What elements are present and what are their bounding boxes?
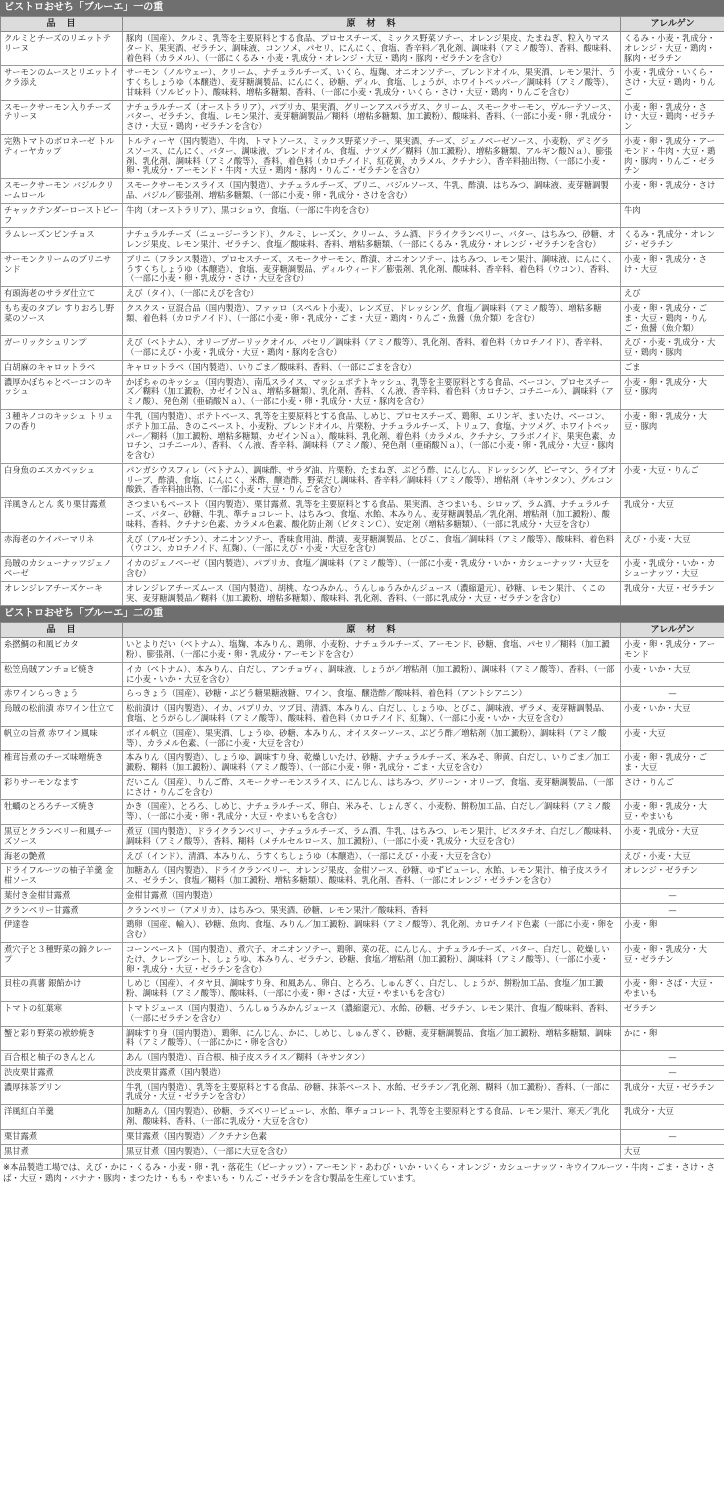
allergen-column-header: アレルゲン xyxy=(621,17,724,32)
table-row xyxy=(1,662,724,687)
item-name-cell: 松笠烏賊アンチョビ焼き xyxy=(1,662,123,687)
table-row xyxy=(1,638,724,663)
allergen-cell: 牛肉 xyxy=(621,203,724,228)
ingredients-cell: 鶏卵（国産、輸入）、砂糖、魚肉、食塩、みりん／加工澱粉、調味料（アミノ酸等）、乳化剤、カロチノイド色素（一部に小麦・卵を含む） xyxy=(123,918,621,943)
allergen-cell: 小麦・卵・乳成分・アーモンド・牛肉・大豆・鶏肉・豚肉・りんご・ゼラチン xyxy=(621,135,724,179)
allergen-cell: 小麦・卵・乳成分・大豆・ゼラチン xyxy=(621,943,724,977)
item-name-cell: サーモンのムースとリエットイクラ添え xyxy=(1,66,123,100)
table-row xyxy=(1,918,724,943)
table-row xyxy=(1,1065,724,1080)
table-row xyxy=(1,360,724,375)
item-name-cell: サーモンクリームのブリニサンド xyxy=(1,252,123,286)
allergen-cell: 小麦・卵・乳成分・大豆・豚肉 xyxy=(621,410,724,464)
allergen-cell: えび xyxy=(621,287,724,302)
item-name-cell: 濃厚抹茶プリン xyxy=(1,1080,123,1105)
table-row xyxy=(1,800,724,825)
table-row xyxy=(1,287,724,302)
table-row xyxy=(1,557,724,582)
allergen-cell: 小麦・乳成分・大豆 xyxy=(621,825,724,850)
item-name-cell: ラムレーズンピンチョス xyxy=(1,228,123,253)
table-row xyxy=(1,66,724,100)
allergen-cell: — xyxy=(621,1051,724,1066)
ingredients-cell: スモークサーモンスライス（国内製造）、ナチュラルチーズ、ブリニ、バジルソース、牛乳、酢漬、はちみつ、調味液、麦芽糖調製品、パジル／膨張剤、増粘多糖類、（一部に小麦・卵・乳成分・さけを含む） xyxy=(123,179,621,204)
item-column-header: 品 目 xyxy=(1,623,123,638)
ingredients-cell: えび（ベトナム）、オリーブガーリックオイル、パセリ／調味料（アミノ酸等）、乳化剤、香料、着色料（カロチノイド）、香辛料、（一部にえび・小麦・乳成分・大豆・鶏肉・豚肉を含む） xyxy=(123,336,621,361)
section2-title: ビストロおせち「ブルーエ」二の重 xyxy=(0,606,724,622)
ingredients-cell: えび（アルゼンチン）、オニオンソテー、香味食用油、酢漬、麦芽糖調製品、とびこ、食塩／調味料（アミノ酸等）、酸味料、着色料（ウコン、カロチノイド、紅麹）、（一部にえび・小麦・大豆を含む） xyxy=(123,532,621,557)
ingredients-cell: さつまいもペースト（国内製造）、栗甘露煮、乳等を主要原料とする食品、果実酒、さつまいも、シロップ、ラム酒、ナチュラルチーズ、バター、砂糖、牛乳、準チョコレート、はちみつ、食塩、水飴、本みりん、麦芽糖調製品／乳化剤、増粘剤（加工澱粉）、酸味料、香料、クチナシ色素、カラメル色素、酸化防止剤（ビタミンＣ）、安定剤（増粘多糖類）、（一部に乳成分・大豆を含む） xyxy=(123,498,621,532)
ingredients-cell: かぼちゃのキッシュ（国内製造）、南瓜スライス、マッシュポテトキッシュ、乳等を主要原料とする食品、ベーコン、プロセスチーズ／糊料（加工澱粉、カゼインＮａ、増粘多糖類）、乳化剤、香料、くん液、香辛料、着色料（カロチン、コチニール）、調味料（アミノ酸）、発色剤（亜硝酸Ｎａ）、（一部に小麦・卵・乳成分・大豆・豚肉を含む） xyxy=(123,375,621,409)
allergen-cell: 乳成分・大豆・ゼラチン xyxy=(621,581,724,606)
item-name-cell: スモークサーモン バジルクリームロール xyxy=(1,179,123,204)
item-name-cell: 椎茸旨煮のチーズ味噌焼き xyxy=(1,751,123,776)
allergen-cell: 小麦・卵・乳成分・さけ xyxy=(621,179,724,204)
table-row xyxy=(1,726,724,751)
allergen-cell: 小麦・卵・乳成分・さけ・大豆・鶏肉・ゼラチン xyxy=(621,100,724,134)
item-name-cell: ３種キノコのキッシュ トリュフの香り xyxy=(1,410,123,464)
ingredients-column-header: 原 材 料 xyxy=(123,623,621,638)
ingredients-cell: 豚肉（国産）、クルミ、乳等を主要原料とする食品、プロセスチーズ、ミックス野菜ソテー、オレンジ果皮、たまねぎ、粒入りマスタード、果実酒、ゼラチン、調味液、コンソメ、パセリ、にんにく、食塩、香辛料／乳化剤、調味料（アミノ酸等）、香料、酸味料、着色料（カラメル）、（一部にくるみ・小麦・乳成分・オレンジ・大豆・鶏肉・豚肉・ゼラチンを含む） xyxy=(123,32,621,66)
ingredients-cell: 牛乳（国内製造）、ポテトベース、乳等を主要原料とする食品、しめじ、プロセスチーズ、鶏卵、エリンギ、まいたけ、ベーコン、ポテト加工品、きのこペースト、小麦粉、ブレンドオイル、片栗粉、ナチュラルチーズ、トリュフ、食塩、ナツメグ、ホワイトペッパー／糊料（加工澱粉、増粘多糖類、カゼインＮａ）、酸味料、乳化剤、着色料（カラメル、クチナシ、フラボノイド、果実色素、カロチン、コチニール）、香料、くん液、香辛料、調味料（アミノ酸）、発色剤（亜硝酸Ｎａ）、（一部に小麦・卵・乳成分・大豆・豚肉を含む） xyxy=(123,410,621,464)
ingredients-cell: えび（タイ）、（一部にえびを含む） xyxy=(123,287,621,302)
table-row xyxy=(1,888,724,903)
section1-header-row xyxy=(1,17,724,32)
ingredients-cell: しめじ（国産）、イタヤ貝、調味すり身、和風あん、卵白、とろろ、しゅんぎく、白だし、しょうが、餅粉加工品、食塩／加工澱粉、調味料（アミノ酸等）、酸味料、（一部に小麦・卵・さば・大豆・やまいもを含む） xyxy=(123,977,621,1002)
allergen-cell: 小麦・卵・乳成分・さけ・大豆 xyxy=(621,252,724,286)
table-row xyxy=(1,1129,724,1144)
table-row xyxy=(1,203,724,228)
table-row xyxy=(1,775,724,800)
item-name-cell: オレンジレアチーズケーキ xyxy=(1,581,123,606)
item-name-cell: 煮穴子と３種野菜の錦クレープ xyxy=(1,943,123,977)
section1-body xyxy=(1,32,724,606)
allergen-cell: えび・小麦・乳成分・大豆・鶏肉・豚肉 xyxy=(621,336,724,361)
item-name-cell: 彩りサーモンなます xyxy=(1,775,123,800)
table-row xyxy=(1,463,724,497)
table-row xyxy=(1,375,724,409)
ingredients-cell: トマトジュース（国内製造）、うんしゅうみかんジュース（濃縮還元）、水飴、砂糖、ゼラチン、レモン果汁、食塩／酸味料、香料、（一部にゼラチンを含む） xyxy=(123,1001,621,1026)
allergen-cell: — xyxy=(621,903,724,918)
table-row xyxy=(1,410,724,464)
ingredients-cell: オレンジレアチーズムース（国内製造）、胡桃、なつみかん、うんしゅうみかんジュース（濃縮還元）、砂糖、レモン果汁、くこの実、麦芽糖調製品／糊料（加工澱粉、増粘多糖類）、酸味料、乳化剤、香料、（一部に乳成分・大豆・ゼラチンを含む） xyxy=(123,581,621,606)
table-row xyxy=(1,849,724,864)
allergen-cell: くるみ・小麦・乳成分・オレンジ・大豆・鶏肉・豚肉・ゼラチン xyxy=(621,32,724,66)
allergen-cell: 小麦・卵・乳成分・大豆・豚肉 xyxy=(621,375,724,409)
table-row xyxy=(1,135,724,179)
allergen-cell: — xyxy=(621,1129,724,1144)
allergen-cell: くるみ・乳成分・オレンジ・ゼラチン xyxy=(621,228,724,253)
table-row xyxy=(1,32,724,66)
item-name-cell: 貝柱の真薯 銀餡かけ xyxy=(1,977,123,1002)
ingredients-cell: 煮豆（国内製造）、ドライクランベリー、ナチュラルチーズ、ラム酒、牛乳、はちみつ、レモン果汁、ピスタチオ、白だし／酸味料、調味料（アミノ酸等）、香料、糊料（メチルセルロース、加工澱粉）、（一部に小麦・乳成分・大豆を含む） xyxy=(123,825,621,850)
table-row xyxy=(1,498,724,532)
ingredients-cell: 加糖あん（国内製造）、砂糖、ラズベリーピューレ、水飴、準チョコレート、乳等を主要原料とする食品、レモン果汁、寒天／乳化剤、酸味料、香料、（一部に乳成分・大豆を含む） xyxy=(123,1105,621,1130)
item-name-cell: 洋風きんとん 炙り栗甘露煮 xyxy=(1,498,123,532)
item-name-cell: 濃厚かぼちゃとベーコンのキッシュ xyxy=(1,375,123,409)
table-row xyxy=(1,532,724,557)
table-row xyxy=(1,1144,724,1159)
item-name-cell: 有頭海老のサラダ仕立て xyxy=(1,287,123,302)
ingredients-cell: ナチュラルチーズ（オーストラリア）、パプリカ、果実酒、グリーンアスパラガス、クリーム、スモークサーモン、ヴルーテソース、バター、ゼラチン、食塩、レモン果汁、麦芽糖調製品／糊料（増粘多糖類、加工澱粉）、酸味料、香料、（一部に小麦・卵・乳成分・さけ・大豆・鶏肉・ゼラチンを含む） xyxy=(123,100,621,134)
item-name-cell: 帆立の旨煮 赤ワイン風味 xyxy=(1,726,123,751)
allergen-cell: 小麦・卵 xyxy=(621,918,724,943)
ingredients-cell: いとよりだい（ベトナム）、塩麹、本みりん、鶏卵、小麦粉、ナチュラルチーズ、アーモンド、砂糖、食塩、パセリ／糊料（加工澱粉）、膨張剤、（一部に小麦・卵・乳成分・アーモンドを含む） xyxy=(123,638,621,663)
section1-title: ビストロおせち「ブルーエ」一の重 xyxy=(0,0,724,16)
allergen-cell: えび・小麦・大豆 xyxy=(621,532,724,557)
allergen-cell: — xyxy=(621,687,724,702)
table-row xyxy=(1,864,724,889)
allergen-cell: えび・小麦・大豆 xyxy=(621,849,724,864)
section2-body xyxy=(1,638,724,1159)
ingredients-cell: クランベリー（アメリカ）、はちみつ、果実酒、砂糖、レモン果汁／酸味料、香料 xyxy=(123,903,621,918)
ingredients-cell: 牛乳（国内製造）、乳等を主要原料とする食品、砂糖、抹茶ペースト、水飴、ゼラチン／乳化剤、糊料（加工澱粉）、香料、（一部に乳成分・大豆・ゼラチンを含む） xyxy=(123,1080,621,1105)
ingredients-cell: クスクス・豆混合品（国内製造）、ファッロ（スペルト小麦）、レンズ豆、ドレッシング、食塩／調味料（アミノ酸等）、増粘多糖類、着色料（カロテノイド）、（一部に小麦・卵・乳成分・ごま・大豆・鶏肉・りんご・魚醤（魚介類）を含む） xyxy=(123,301,621,335)
allergen-cell: — xyxy=(621,888,724,903)
item-name-cell: クルミとチーズのリエットテリーヌ xyxy=(1,32,123,66)
table-row xyxy=(1,581,724,606)
item-name-cell: スモークサーモン入りチーズテリーヌ xyxy=(1,100,123,134)
section2-header-row xyxy=(1,623,724,638)
item-name-cell: 牡蠣のとろろチーズ焼き xyxy=(1,800,123,825)
table-row xyxy=(1,336,724,361)
ingredients-column-header: 原 材 料 xyxy=(123,17,621,32)
allergen-column-header: アレルゲン xyxy=(621,623,724,638)
allergen-cell: かに・卵 xyxy=(621,1026,724,1051)
item-name-cell: ドライフルーツの柚子羊羹 金柑ソース xyxy=(1,864,123,889)
ingredients-cell: 調味すり身（国内製造）、鶏卵、にんじん、かに、しめじ、しゅんぎく、砂糖、麦芽糖調製品、食塩／加工澱粉、増粘多糖類、調味料（アミノ酸等）、（一部にかに・卵を含む） xyxy=(123,1026,621,1051)
item-column-header: 品 目 xyxy=(1,17,123,32)
item-name-cell: ガーリックシュリンプ xyxy=(1,336,123,361)
table-row xyxy=(1,228,724,253)
ingredients-cell: 牛肉（オーストラリア）、黒コショウ、食塩、（一部に牛肉を含む） xyxy=(123,203,621,228)
allergen-cell: 乳成分・大豆・ゼラチン xyxy=(621,1080,724,1105)
table-row xyxy=(1,702,724,727)
allergen-cell: オレンジ・ゼラチン xyxy=(621,864,724,889)
item-name-cell: トマトの紅葉寒 xyxy=(1,1001,123,1026)
ingredients-cell: 本みりん（国内製造）、しょうゆ、調味すり身、乾燥しいたけ、砂糖、ナチュラルチーズ、米みそ、卵黄、白だし、いりごま／加工澱粉、糊料（加工澱粉）、調味料（アミノ酸等）、（一部に小麦・卵・乳成分・ごま・大豆を含む） xyxy=(123,751,621,776)
item-name-cell: 糸撚鯛の和風ピカタ xyxy=(1,638,123,663)
allergen-cell: 小麦・いか・大豆 xyxy=(621,702,724,727)
allergen-cell: ごま xyxy=(621,360,724,375)
item-name-cell: 完熟トマトのボロネーゼ トルティーヤカップ xyxy=(1,135,123,179)
table-row xyxy=(1,1080,724,1105)
item-name-cell: 黒豆とクランベリー和風チーズソース xyxy=(1,825,123,850)
item-name-cell: 白胡麻のキャロットラペ xyxy=(1,360,123,375)
ingredients-cell: ブリニ（フランス製造）、プロセスチーズ、スモークサーモン、酢漬、オニオンソテー、はちみつ、レモン果汁、調味液、にんにく、うすくちしょうゆ（本醸造）、食塩、麦芽糖調製品、ディルウィード／膨張剤、乳化剤、酸味料、香辛料、着色料（ウコン）、香料、（一部に小麦・卵・乳成分・さけ・大豆を含む） xyxy=(123,252,621,286)
ingredients-cell: サーモン（ノルウェー）、クリーム、ナチュラルチーズ、いくら、塩麹、オニオンソテー、ブレンドオイル、果実酒、レモン果汁、うすくちしょうゆ（本醸造）、麦芽糖調製品、にんにく、砂糖、ディル、食塩、しょうが、ホワイトペッパー／調味料（アミノ酸等）、甘味料（ソルビット）、酸味料、増粘多糖類、香料、（一部に小麦・乳成分・いくら・さけ・大豆・鶏肉・りんごを含む） xyxy=(123,66,621,100)
item-name-cell: クランベリー甘露煮 xyxy=(1,903,123,918)
item-name-cell: 蟹と彩り野菜の袱紗焼き xyxy=(1,1026,123,1051)
item-name-cell: 百合根と柚子のきんとん xyxy=(1,1051,123,1066)
allergen-cell: 乳成分・大豆 xyxy=(621,1105,724,1130)
ingredients-cell: ナチュラルチーズ（ニュージーランド）、クルミ、レーズン、クリーム、ラム酒、ドライクランベリー、バター、はちみつ、砂糖、オレンジ果皮、レモン果汁、ゼラチン、食塩／酸味料、香料、増粘多糖類、（一部にくるみ・乳成分・オレンジ・ゼラチンを含む） xyxy=(123,228,621,253)
table-row xyxy=(1,687,724,702)
table-row xyxy=(1,1051,724,1066)
allergen-cell: 大豆 xyxy=(621,1144,724,1159)
ingredients-cell: 金柑甘露煮（国内製造） xyxy=(123,888,621,903)
item-name-cell: 赤ワインらっきょう xyxy=(1,687,123,702)
table-row xyxy=(1,301,724,335)
allergen-cell: 小麦・大豆 xyxy=(621,726,724,751)
allergen-cell: 小麦・大豆・りんご xyxy=(621,463,724,497)
item-name-cell: 黒甘煮 xyxy=(1,1144,123,1159)
table-row xyxy=(1,825,724,850)
allergen-cell: — xyxy=(621,1065,724,1080)
table-row xyxy=(1,1001,724,1026)
ingredients-cell: キャロットラペ（国内製造）、いりごま／酸味料、香料、（一部にごまを含む） xyxy=(123,360,621,375)
ingredients-cell: パンガシウスフィレ（ベトナム）、調味酢、サラダ油、片栗粉、たまねぎ、ぶどう酢、にんじん、ドレッシング、ピーマン、ライブオリーブ、酢漬、食塩、にんにく、米酢、醸造酢、野菜だし調味料、香辛料／調味料（アミノ酸等）、増粘剤（キサンタン）、グルコン酸鉄、香辛料抽出物、（一部に小麦・大豆・りんごを含む） xyxy=(123,463,621,497)
ingredients-cell: 加糖あん（国内製造）、ドライクランベリー、オレンジ果皮、金柑ソース、砂糖、ゆずピューレ、水飴、レモン果汁、柚子皮スライス、ゼラチン、食塩／糊料（加工澱粉、増粘多糖類）、酸味料、乳化剤、香料、（一部にオレンジ・ゼラチンを含む） xyxy=(123,864,621,889)
ingredients-cell: 松前漬け（国内製造）、イカ、パプリカ、ツブ貝、清酒、本みりん、白だし、しょうゆ、とびこ、調味液、ザラメ、麦芽糖調製品、食塩、とうがらし／調味料（アミノ酸等）、酸味料、着色料（カロチノイド、紅麹）、（一部に小麦・いか・大豆を含む） xyxy=(123,702,621,727)
allergen-cell: 小麦・いか・大豆 xyxy=(621,662,724,687)
item-name-cell: 烏賊のカシューナッツジェノベーゼ xyxy=(1,557,123,582)
ingredients-cell: あん（国内製造）、百合根、柚子皮スライス／糊料（キサンタン） xyxy=(123,1051,621,1066)
section1-table xyxy=(0,16,724,606)
allergen-cell: 小麦・卵・乳成分・ごま・大豆 xyxy=(621,751,724,776)
ingredients-cell: イカ（ベトナム）、本みりん、白だし、アンチョヴィ、調味液、しょうが／増粘剤（加工澱粉）、調味料（アミノ酸等）、香料、（一部に小麦・いか・大豆を含む） xyxy=(123,662,621,687)
ingredients-cell: 渋皮栗甘露煮（国内製造） xyxy=(123,1065,621,1080)
ingredients-cell: コーンペースト（国内製造）、煮穴子、オニオンソテー、鶏卵、菜の花、にんじん、ナチュラルチーズ、バター、白だし、乾燥しいたけ、クレープシート、しょうゆ、本みりん、ゼラチン、砂糖、食塩／増粘剤（加工澱粉）、調味料（アミノ酸等）、（一部に小麦・卵・乳成分・大豆・ゼラチンを含む） xyxy=(123,943,621,977)
table-row xyxy=(1,1105,724,1130)
table-row xyxy=(1,252,724,286)
ingredients-cell: だいこん（国産）、りんご酢、スモークサーモンスライス、にんじん、はちみつ、グリーン・オリーブ、食塩、麦芽糖調製品、（一部にさけ・りんごを含む） xyxy=(123,775,621,800)
item-name-cell: 洋風紅白羊羹 xyxy=(1,1105,123,1130)
item-name-cell: 白身魚のエスカベッシュ xyxy=(1,463,123,497)
item-name-cell: 栗甘露煮 xyxy=(1,1129,123,1144)
ingredients-cell: トルティーヤ（国内製造）、牛肉、トマトソース、ミックス野菜ソテー、果実酒、チーズ、ジェノベーゼソース、小麦粉、デミグラスソース、にんにく、バター、調味液、ブレンドオイル、食塩、ナツメグ／糊料（加工澱粉）、増粘多糖類、アルギン酸Ｎａ）、膨張剤、乳化剤、調味料（アミノ酸等）、香料、着色料（カロチノイド、紅花黄、カラメル、クチナシ）、香辛料抽出物、（一部に小麦・卵・乳成分・アーモンド・牛肉・大豆・鶏肉・豚肉・りんご・ゼラチンを含む） xyxy=(123,135,621,179)
item-name-cell: 烏賊の松前漬 赤ワイン仕立て xyxy=(1,702,123,727)
item-name-cell: 葉付き金柑甘露煮 xyxy=(1,888,123,903)
ingredients-cell: 黒豆甘煮（国内製造）、（一部に大豆を含む） xyxy=(123,1144,621,1159)
allergen-cell: 小麦・乳成分・いか・カシューナッツ・大豆 xyxy=(621,557,724,582)
table-row xyxy=(1,1026,724,1051)
item-name-cell: もち麦のタブレ すりおろし野菜のソース xyxy=(1,301,123,335)
item-name-cell: チャックテンダーローストビーフ xyxy=(1,203,123,228)
item-name-cell: 伊達巻 xyxy=(1,918,123,943)
table-row xyxy=(1,977,724,1002)
ingredients-cell: えび（インド）、清酒、本みりん、うすくちしょうゆ（本醸造）、（一部にえび・小麦・大豆を含む） xyxy=(123,849,621,864)
item-name-cell: 赤海老のケイパーマリネ xyxy=(1,532,123,557)
ingredients-cell: 栗甘露煮（国内製造）／クチナシ色素 xyxy=(123,1129,621,1144)
allergen-cell: 小麦・卵・乳成分・ごま・大豆・鶏肉・りんご・魚醤（魚介類） xyxy=(621,301,724,335)
allergen-cell: 小麦・乳成分・いくら・さけ・大豆・鶏肉・りんご xyxy=(621,66,724,100)
table-row xyxy=(1,751,724,776)
ingredients-cell: らっきょう（国産）、砂糖・ぶどう糖果糖液糖、ワイン、食塩、醸造酢／酸味料、着色料（アントシアニン） xyxy=(123,687,621,702)
table-row xyxy=(1,179,724,204)
allergen-cell: 乳成分・大豆 xyxy=(621,498,724,532)
allergen-cell: 小麦・卵・さば・大豆・やまいも xyxy=(621,977,724,1002)
section2-table xyxy=(0,622,724,1159)
ingredients-cell: ボイル帆立（国産）、果実酒、しょうゆ、砂糖、本みりん、オイスターソース、ぶどう酢／増粘剤（加工澱粉）、調味料（アミノ酸等）、カラメル色素、（一部に小麦・大豆を含む） xyxy=(123,726,621,751)
allergen-cell: さけ・りんご xyxy=(621,775,724,800)
table-row xyxy=(1,943,724,977)
allergen-cell: ゼラチン xyxy=(621,1001,724,1026)
item-name-cell: 渋皮栗甘露煮 xyxy=(1,1065,123,1080)
table-row xyxy=(1,903,724,918)
item-name-cell: 海老の艶煮 xyxy=(1,849,123,864)
allergen-cell: 小麦・卵・乳成分・アーモンド xyxy=(621,638,724,663)
ingredients-cell: イカのジェノベーゼ（国内製造）、パプリカ、食塩／調味料（アミノ酸等）、（一部に小麦・乳成分・いか・カシューナッツ・大豆を含む） xyxy=(123,557,621,582)
manufacturing-footnote: ※本品製造工場では、えび・かに・くるみ・小麦・卵・乳・落花生（ピーナッツ）・アーモンド・あわび・いか・いくら・オレンジ・カシューナッツ・キウイフルーツ・牛肉・ごま・さけ・さば・大豆・鶏肉・バナナ・豚肉・まつたけ・もも・やまいも・りんご・ゼラチンを含む製品を生産しています。 xyxy=(3,1162,716,1183)
ingredients-cell: かき（国産）、とろろ、しめじ、ナチュラルチーズ、卵白、米みそ、しょんぎく、小麦粉、餅粉加工品、白だし／調味料（アミノ酸等）、（一部に小麦・卵・乳成分・大豆・やまいもを含む） xyxy=(123,800,621,825)
table-row xyxy=(1,100,724,134)
allergen-cell: 小麦・卵・乳成分・大豆・やまいも xyxy=(621,800,724,825)
